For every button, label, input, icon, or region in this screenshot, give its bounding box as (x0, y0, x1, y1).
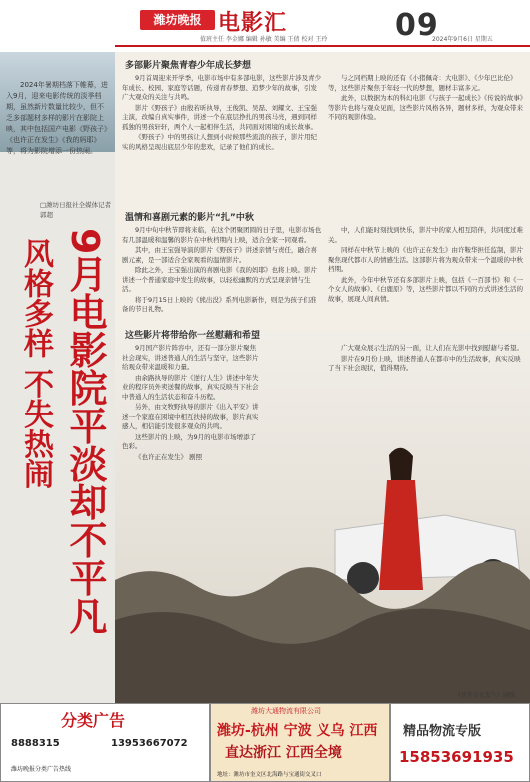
ad-route: 直达浙江 江西全境 (225, 745, 342, 761)
section3-col2 (328, 344, 524, 434)
ad-company: 潍坊大通物流有限公司 (251, 707, 321, 715)
paragraph: 由余路执导的影片《逆行人生》讲述中年失业的程序员外卖送餐的故事，真实反映当下社会中普通人的生活状态和奋斗历程。 (122, 373, 259, 401)
section-title: 电影汇 (218, 11, 288, 36)
ad-phone: 13953667072 (111, 738, 188, 749)
ad-title: 精品物流专版 (403, 724, 482, 739)
logistics-ad-right (390, 703, 530, 782)
paragraph: 另外，由文牧野执导的影片《出入平安》讲述一个家庭在困境中相互扶持的故事，影片真实感人，相信能引发很多观众的共鸣。 (122, 403, 259, 430)
paragraph: 广大观众展示生活的另一面，让人们在光影中找到慰藉与希望。 (341, 344, 523, 352)
ad-address: 地址：潍坊市奎文区北海路与宝通街交叉口 (217, 772, 322, 778)
page-number: 09 (395, 8, 439, 43)
paragraph: 将于9月15日上映的《熊出没》系列电影新作，则是为孩子们准备的节日礼物。 (122, 295, 317, 313)
paragraph: 其中，由王宝强导演的影片《野孩子》讲述亲情与责任，融合喜剧元素，是一部适合全家观看的温情影片。 (122, 246, 317, 264)
section2-col2 (328, 226, 524, 322)
paragraph: 9月国产影片阵容中，还有一部分影片聚焦社会现实，讲述普通人的生活与坚守，这些影片给观众带来温暖和力量。 (122, 344, 259, 371)
ad-phone: 8888315 (11, 738, 60, 749)
ad-phone: 15853691935 (399, 748, 514, 766)
section3-col1 (122, 344, 262, 558)
paragraph: 9月中旬中秋节即将来临，在这个团聚团圆的日子里，电影市场也有几部温暖和温馨的影片在中秋档期内上映，适合全家一同观看。 (122, 226, 322, 244)
main-headline: 9月电影院平淡却不平凡 (63, 228, 107, 635)
paragraph: 9月首周迎来开学季，电影市场中有多部电影，这些影片涉及青少年成长、校园、家庭等话题，传递青春梦想、追梦少年的故事，引发广大观众的关注与共鸣。 (122, 74, 322, 101)
logistics-ad (210, 703, 390, 782)
classified-ad (0, 703, 210, 782)
sub-headline: 风格多样 不失热闹 (18, 238, 53, 489)
section1-col2 (328, 74, 524, 204)
ad-route: 潍坊-杭州 宁波 义乌 江西 (217, 723, 378, 739)
ad-title: 分类广告 (61, 711, 126, 730)
paragraph: 此外，今年中秋节还有多部影片上映，包括《一百部书》和《一个女人的故事》、《白鹿原》等，这些影片都以不同的方式讲述生活的故事，展现人间真情。 (328, 275, 523, 303)
section3-title: 这些影片将带给你一丝慰藉和希望 (125, 331, 261, 341)
section2-col1 (122, 226, 322, 322)
header-divider (115, 45, 530, 47)
ad-footer: 潍坊晚报分类广告热线 (11, 766, 72, 773)
paragraph: 影片在9月份上映，讲述普通人在都市中的生活故事，真实反映了当下社会现状，值得期待。 (328, 354, 521, 372)
section2-title: 温情和喜剧元素的影片“扎”中秋 (125, 213, 254, 223)
section1-title: 多部影片聚焦青春少年成长梦想 (125, 61, 252, 71)
paragraph: 《野孩子》中的男孩让人想到小时候那些流浪的孩子，影片用纪实的风格呈现出底层少年的悲欢，记录了他们的成长。 (122, 133, 317, 151)
credits-line: 值班主任 李金娜 编辑 孙敏 美编 王倩 校对 王玲 (200, 36, 328, 43)
paragraph: 《也许正在发生》 剧照 (135, 452, 203, 461)
paragraph: 与之同档期上映的还有《小猪佩奇：大电影》、《少年巴比伦》等，这些影片聚焦于年轻一代的梦想，题材丰富多元。 (328, 74, 517, 92)
paragraph: 除此之外，王宝强出演的喜剧电影《我的妈耶》也将上映。影片讲述一个普通家庭中发生的故事，以轻松幽默的方式呈现亲情与生活。 (122, 266, 317, 293)
intro-text: 2024年暑期档落下帷幕，进入9月，迎来电影传统的淡季档期，虽然新片数量比较少，但不乏多部题材多样的影片在影院上映，其中包括国产电影《野孩子》《也许正在发生》《我的妈耶》等，将为影院增添一份热闹。 (6, 81, 108, 155)
paragraph: 这些影片的上映，为9月的电影市场增添了色彩。 (122, 432, 257, 450)
author-byline: □潍坊日报社全媒体记者 郭超 (40, 201, 112, 219)
paragraph: 同样在中秋节上映的《也许正在发生》由许鞍华担任监制，影片聚焦现代都市人的情感生活。这部影片将为观众带来一个温暖的中秋档期。 (328, 246, 523, 273)
paragraph: 此外，以数据为本的科幻电影《与孩子一起成长》《传说的故事》等影片也将与观众见面，这些影片风格各异，题材多样，为观众带来不同的观影体验。 (328, 94, 523, 121)
paragraph: 中，人们能时刻找到快乐，影片中的家人相互陪伴，共同度过难关。 (328, 226, 523, 244)
issue-date: 2024年9月6日 星期五 (432, 36, 493, 43)
newspaper-logo: 潍坊晚报 (140, 10, 215, 30)
section1-col1 (122, 74, 322, 204)
photo-caption: 《也许正在发生》剧照 (455, 692, 516, 699)
paragraph: 影片《野孩子》由殷若昕执导，王俊凯、吴磊、刘耀文、王宝强主演，改编自真实事件，讲述一个在底层挣扎的男孩马亮，遇到同样孤独的男孩轩轩，两个人一起相伴生活，共同面对困境的成长故事。 (122, 103, 317, 131)
